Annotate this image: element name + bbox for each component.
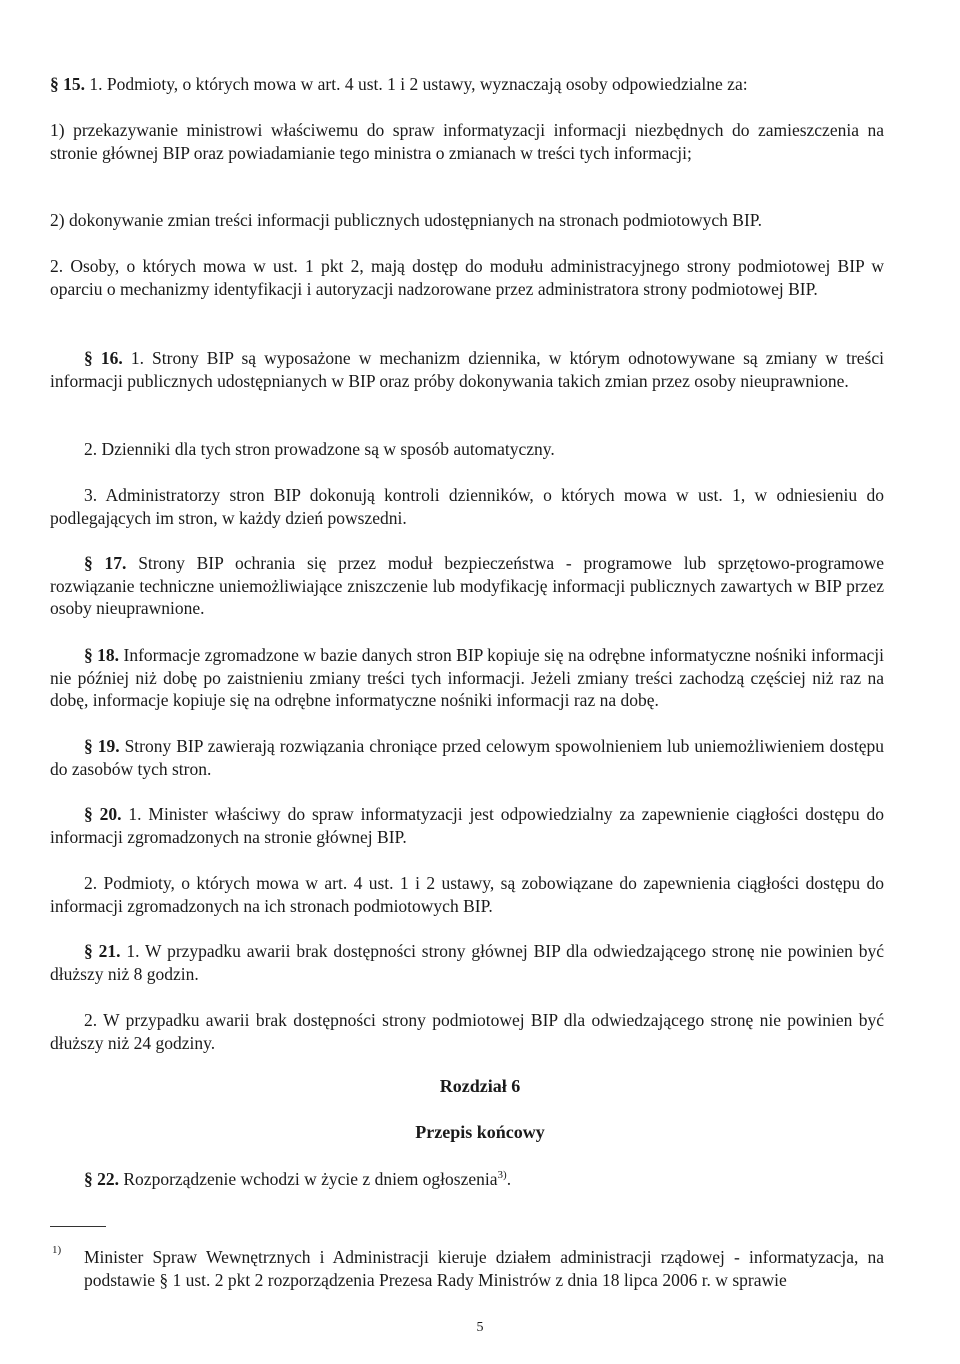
paragraph-17 xyxy=(50,552,884,620)
paragraph-end: . xyxy=(506,1168,512,1189)
section-number: § 22. xyxy=(84,1168,119,1189)
section-number: § 17. xyxy=(84,553,127,573)
paragraph-22 xyxy=(50,1164,884,1190)
paragraph-20-1 xyxy=(50,803,884,848)
paragraph-text: Strony BIP ochrania się przez moduł bezpieczeństwa - programowe lub sprzętowo-programowe rozwiązanie techniczne uniemożliwiające zniszczenie lub modyfikację informacji publicznych zawartych w BIP przez osoby nieuprawnione. xyxy=(50,553,885,618)
page-number: 5 xyxy=(476,1320,484,1335)
paragraph-18 xyxy=(50,644,884,712)
paragraph-15-2: 2. Osoby, o których mowa w ust. 1 pkt 2, mają dostęp do modułu administracyjnego strony podmiotowej BIP w oparciu o mechanizmy identyfikacji i autoryzacji nadzorowane przez administratora strony podmiotowej BIP. xyxy=(50,256,884,299)
paragraph-text: 1. Minister właściwy do spraw informatyzacji jest odpowiedzialny za zapewnienie ciągłości dostępu do informacji zgromadzonych na stronie głównej BIP. xyxy=(50,804,885,847)
paragraph-text: 1. Strony BIP są wyposażone w mechanizm dziennika, w którym odnotowywane są zmiany w treści informacji publicznych udostępnianych w BIP oraz próby dokonywania takich zmian przez osoby nieuprawnione. xyxy=(50,348,884,391)
paragraph-text: Rozporządzenie wchodzi w życie z dniem ogłoszenia xyxy=(123,1168,498,1189)
footnote-mark: 1) xyxy=(52,1244,62,1256)
chapter-heading: Rozdział 6 xyxy=(439,1076,521,1096)
paragraph-21-2: 2. W przypadku awarii brak dostępności strony podmiotowej BIP dla odwiedzającego stronę nie powinien być dłuższy niż 24 godziny. xyxy=(50,1010,884,1053)
section-number: § 20. xyxy=(84,804,122,824)
paragraph-21-1 xyxy=(50,940,884,985)
paragraph-15-1 xyxy=(50,73,884,96)
paragraph-16-2: 2. Dzienniki dla tych stron prowadzone są w sposób automatyczny. xyxy=(84,439,555,459)
section-number: § 16. xyxy=(84,348,123,368)
section-number: § 19. xyxy=(84,736,120,756)
footnote-text: Minister Spraw Wewnętrznych i Administracji kieruje działem administracji rządowej - informatyzacja, na podstawie § 1 ust. 2 pkt 2 rozporządzenia Prezesa Rady Ministrów z dnia 18 lipca 2006 r. w sprawie xyxy=(84,1247,884,1290)
paragraph-15-1-item-2: 2) dokonywanie zmian treści informacji publicznych udostępnianych na stronach podmiotowych BIP. xyxy=(50,210,762,230)
section-number: § 15. xyxy=(50,74,85,94)
paragraph-text: 1. W przypadku awarii brak dostępności strony głównej BIP dla odwiedzającego stronę nie powinien być dłuższy niż 8 godzin. xyxy=(50,941,884,984)
paragraph-text: Strony BIP zawierają rozwiązania chroniące przed celowym spowolnieniem lub uniemożliwieniem dostępu do zasobów tych stron. xyxy=(50,736,884,779)
footnote-reference: 3) xyxy=(497,1169,507,1181)
paragraph-16-1 xyxy=(50,347,884,392)
paragraph-19 xyxy=(50,735,884,780)
footnote-divider xyxy=(50,1226,106,1227)
paragraph-text: Informacje zgromadzone w bazie danych stron BIP kopiuje się na odrębne informatyczne nośniki informacji nie później niż dobę po zaistnieniu zmiany treści tych informacji. Jeżeli zmiany treści zachodzą częściej niż raz na dobę, informacje kopiuje się na odrębne informatyczne nośniki informacji raz na dobę. xyxy=(50,645,885,710)
section-number: § 18. xyxy=(84,645,120,665)
section-number: § 21. xyxy=(84,941,121,961)
paragraph-20-2: 2. Podmioty, o których mowa w art. 4 ust. 1 i 2 ustawy, są zobowiązane do zapewnienia ciągłości dostępu do informacji zgromadzonych na ich stronach podmiotowych BIP. xyxy=(50,873,884,916)
chapter-title: Przepis końcowy xyxy=(415,1122,545,1142)
paragraph-text: 1. Podmioty, o których mowa w art. 4 ust. 1 i 2 ustawy, wyznaczają osoby odpowiedzialne za: xyxy=(89,74,748,94)
paragraph-16-3: 3. Administratorzy stron BIP dokonują kontroli dzienników, o których mowa w ust. 1, w odniesieniu do podlegających im stron, w każdy dzień powszedni. xyxy=(50,485,884,528)
paragraph-15-1-item-1: 1) przekazywanie ministrowi właściwemu do spraw informatyzacji informacji niezbędnych do zamieszczenia na stronie głównej BIP oraz powiadamianie tego ministra o zmianach w treści tych informacji; xyxy=(50,120,884,163)
